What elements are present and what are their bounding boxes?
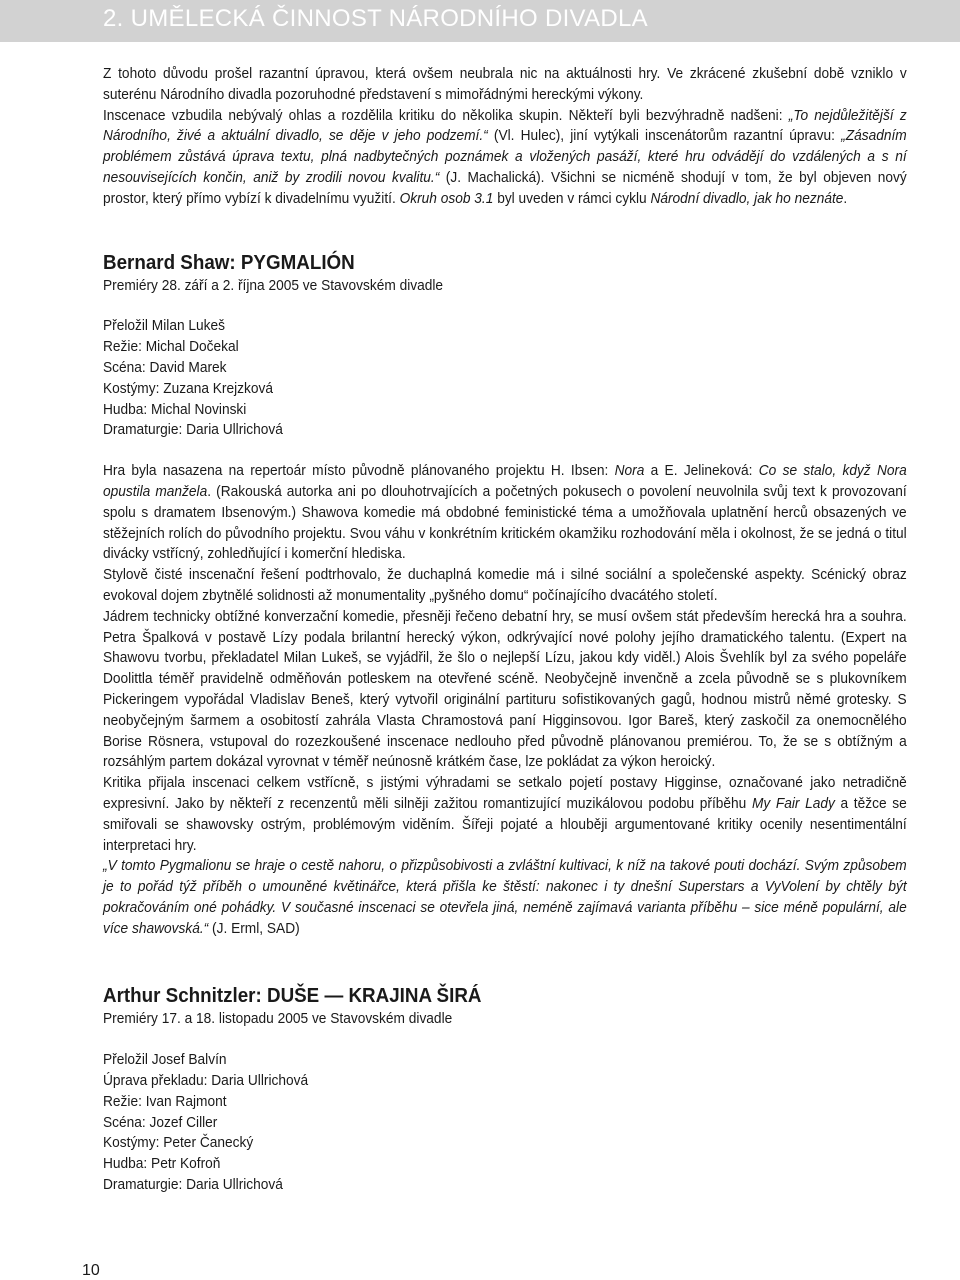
page-title: 2. UMĚLECKÁ ČINNOST NÁRODNÍHO DIVADLA: [103, 5, 648, 32]
text-run: Inscenace vzbudila nebývalý ohlas a rozdělila kritiku do několika skupin. Někteří byli bezvýhradně nadšeni:: [103, 107, 789, 124]
credit-line: Hudba: Michal Novinski: [103, 401, 247, 418]
play-title: Nora: [614, 463, 645, 480]
text-run: .: [843, 190, 848, 207]
pygmalion-premiere: Premiéry 28. září a 2. října 2005 ve Stavovském divadle: [103, 277, 444, 294]
credit-line: Dramaturgie: Daria Ullrichová: [103, 422, 283, 439]
pygmalion-paragraph-1: [103, 461, 907, 565]
text-run: byl uveden v rámci cyklu: [493, 190, 651, 207]
credit-line: Přeložil Milan Lukeš: [103, 318, 225, 335]
play-title: Okruh osob 3.1: [399, 190, 494, 207]
pygmalion-credits: [103, 316, 907, 441]
critic-quote: „V tomto Pygmalionu se hraje o cestě nahoru, o přizpůsobivosti a zvláštní kultivaci, k níž na takové pouti dochází. Svým způsobem je to pořád týž příběh o umouněné květinářce, která přišla ke štěstí: nakonec i ty dnešní Superstars a VyVolení by chtěly být pokračováním oné pohádky. V současné inscenaci se otevřela jiná, neméně zajímavá varianta příběhu – sice méně populární, ale více shawovská.“: [103, 858, 907, 937]
credit-line: Hudba: Petr Kofroň: [103, 1156, 221, 1173]
text-run: (Vl. Hulec), jiní vytýkali inscenátorům razantní úpravu:: [487, 128, 842, 145]
text-run: a těžce se smiřovali se shawovsky ostrým, problémovým viděním. Šířeji pojaté a hlouběji argumentované kritiky ocenily nesentimentální interpretaci hry.: [103, 795, 907, 854]
credit-line: Režie: Michal Dočekal: [103, 339, 239, 356]
credit-line: Dramaturgie: Daria Ullrichová: [103, 1177, 283, 1194]
credit-line: Režie: Ivan Rajmont: [103, 1093, 227, 1110]
page-header: [0, 0, 960, 42]
credit-line: Kostýmy: Zuzana Krejzková: [103, 380, 274, 397]
pygmalion-paragraph-2: Stylově čisté inscenační řešení podtrhovalo, že duchaplná komedie má i silné sociální a společenské aspekty. Scénický obraz evokoval dojem zbytnělé solidnosti až monumentality „pyšného domu“ počínajícího dvacátého století.: [103, 567, 907, 604]
credit-line: Úprava překladu: Daria Ullrichová: [103, 1073, 309, 1090]
schnitzler-premiere: Premiéry 17. a 18. listopadu 2005 ve Stavovském divadle: [103, 1011, 453, 1028]
pygmalion-paragraph-3: Jádrem technicky obtížné konverzační komedie, přesněji řečeno debatní hry, se musí ovšem stát především herecká hra a souhra. Petra Špalková v postavě Lízy podala brilantní herecký výkon, odkrývající nové polohy jejího dramatického talentu. (Expert na Shawovu tvorbu, překladatel Milan Lukeš, se vyjádřil, že šlo o nejlepší Lízu, jakou kdy viděl.) Alois Švehlík byl za svého popeláře Doolittla téměř pravidelně odměňován potleskem na otevřené scéně. Neobyčejně invenčně a zcela původně se s plukovníkem Pickeringem vypořádal Vladislav Beneš, který vytvořil originální partituru sofistikovaných gagů, hodnou mistrů němé grotesky. S neobyčejným šarmem a osobitostí zahrála Vlasta Chramostová paní Higginsovou. Igor Bareš, který zaskočil za onemocnělého Borise Rösnera, vstupoval do rozezkoušené inscenace nedlouho před původně plánovanou premiérou. To, že se s obtížným a rozsáhlým partem dokázal vyrovnat v téměř neúnosně krátkém čase, lze pokládat za výkon heroický.: [103, 608, 907, 771]
credit-line: Scéna: Jozef Ciller: [103, 1114, 218, 1131]
text-run: Kritika přijala inscenaci celkem vstřícně, s jistými výhradami se setkalo pojetí postavy Higginse, označované jako netradičně expresivní. Jako by někteří z recenzentů měli silněji zažitou romantizující muzikálovou podobu příběhu: [103, 775, 907, 812]
text-run: . (Rakouská autorka ani po dlouhotrvajících a početných pokusech o povolení neuvolnila svůj text k provozovaní spolu s dramatem Ibsenovým.) Shawova komedie má obdobné feministické téma a umožňovala uplatnění herců obsazených ve stěžejních rolích do původního projektu. Svou váhu v konkrétním kritickém okamžiku rozhodování měla i okolnost, že se jedná o titul divácky vstřícný, zohledňující i komerční hlediska.: [103, 483, 907, 563]
intro-paragraph-1: Z tohoto důvodu prošel razantní úpravou, která ovšem neubrala nic na aktuálnosti hry. Ve zkrácené zkušební době vzniklo v suterénu Národního divadla pozoruhodné představení s mimořádnými hereckými výkony.: [103, 66, 907, 103]
credit-line: Scéna: David Marek: [103, 359, 227, 376]
critic-quote: „Zásadním problémem zůstává úprava textu, plná nadbytečných poznámek a vložených pasáží, které hru odvádějí do vzdálených a s ní nesouvisejících končin, aniž by zrodili novou kvalitu.“: [103, 128, 907, 186]
text-run: (J. Machalická). Všichni se nicméně shodují v tom, že byl objeven nový prostor, který přímo vybízí k divadelnímu využití.: [103, 169, 907, 207]
pygmalion-heading: Bernard Shaw: PYGMALIÓN: [103, 251, 355, 274]
play-title: Co se stalo, když Nora opustila manžela: [103, 463, 907, 500]
critic-quote: „To nejdůležitější z Národního, živé a aktuální divadlo, se děje v jeho podzemí.“: [103, 107, 907, 145]
credit-line: Přeložil Josef Balvín: [103, 1052, 227, 1069]
play-title: My Fair Lady: [751, 795, 835, 812]
page-number: 10: [82, 1262, 100, 1279]
quote-author: (J. Erml, SAD): [208, 920, 300, 937]
pygmalion-paragraph-5: [103, 856, 907, 939]
text-run: Hra byla nasazena na repertoár místo původně plánovaného projektu H. Ibsen:: [103, 463, 615, 480]
pygmalion-paragraph-4: [103, 773, 907, 856]
schnitzler-heading: Arthur Schnitzler: DUŠE — KRAJINA ŠIRÁ: [103, 985, 482, 1008]
intro-paragraph-2: [103, 106, 907, 210]
cycle-title: Národní divadlo, jak ho neznáte: [650, 190, 844, 207]
schnitzler-credits: [103, 1050, 907, 1196]
article-body: [103, 64, 907, 1196]
text-run: a E. Jelineková:: [644, 463, 759, 480]
credit-line: Kostýmy: Peter Čanecký: [103, 1135, 254, 1152]
